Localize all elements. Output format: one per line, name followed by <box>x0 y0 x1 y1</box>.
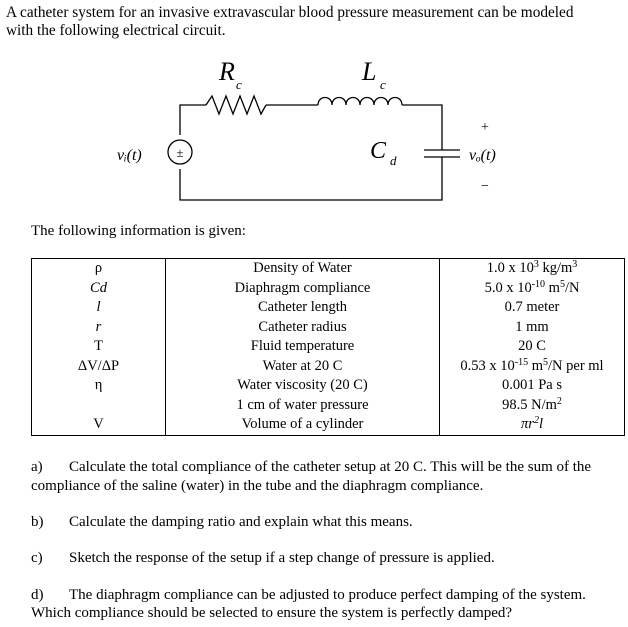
inductor-symbol <box>318 98 402 106</box>
intro-line-2: with the following electrical circuit. <box>6 22 226 39</box>
description-cell: Diaphragm compliance <box>234 279 371 296</box>
value-dvdp: 0.53 x $10^{-15}$ $m^5/N$ per ml <box>460 356 604 374</box>
question-c: c) Sketch the response of the setup if a step change of pressure is applied. <box>31 550 495 566</box>
value-volume: $\pi r^2l$ <box>521 415 543 432</box>
question-b: b) Calculate the damping ratio and explain what this means. <box>31 514 413 530</box>
lc-label: L <box>362 57 377 86</box>
symbol-column <box>32 259 166 436</box>
symbol-cell: V <box>93 416 104 432</box>
given-heading: The following information is given: <box>31 223 246 239</box>
value-diaphragm-compliance: 5.0 x $10^{-10}$ $m^5/N$ <box>484 278 580 296</box>
table-row <box>32 259 625 436</box>
value-density: 1.0 x $10^3$ $kg/m^3$ <box>486 259 578 276</box>
wire-left-top <box>180 105 206 135</box>
description-cell: Water viscosity (20 C) <box>237 377 368 393</box>
question-d: d) The diaphragm compliance can be adjusted to produce perfect damping of the system. <box>31 587 586 603</box>
symbol-cell: Cd <box>90 279 107 296</box>
value-radius: 1 mm <box>515 318 549 335</box>
symbol-cell: r <box>95 318 102 335</box>
value-viscosity: 0.001 Pa s <box>501 377 563 393</box>
rc-subscript: c <box>236 77 242 92</box>
value-length: 0.7 meter <box>504 299 560 315</box>
circuit-diagram <box>0 50 628 220</box>
description-cell: Fluid temperature <box>250 338 355 354</box>
symbol-cell: l <box>96 299 101 315</box>
symbol-cell: ΔV/ΔP <box>77 357 120 374</box>
description-cell: Catheter length <box>258 299 347 315</box>
value-pressure: 98.5 $N/m^2$ <box>502 395 562 413</box>
symbol-cell: ρ <box>94 260 103 276</box>
description-cell: Volume of a cylinder <box>241 416 364 432</box>
cd-label: C <box>370 138 387 164</box>
description-cell: Catheter radius <box>258 318 347 335</box>
rc-label: R <box>219 57 235 86</box>
cd-subscript: d <box>390 153 397 168</box>
resistor-symbol <box>206 96 266 114</box>
vo-minus-sign: − <box>481 179 489 194</box>
value-column <box>440 259 625 436</box>
vo-label: vₒ(t) <box>469 147 496 164</box>
description-cell: 1 cm of water pressure <box>236 396 369 413</box>
wire-right-top <box>402 105 442 150</box>
symbol-cell <box>32 396 165 416</box>
symbol-cell: T <box>94 338 103 354</box>
description-cell: Water at 20 C <box>262 357 343 374</box>
description-cell: Density of Water <box>253 260 352 276</box>
source-symbol: ± <box>176 145 184 160</box>
description-column <box>166 259 440 436</box>
wire-right-bottom <box>180 157 442 200</box>
vi-label: vᵢ(t) <box>117 147 142 164</box>
question-a-line-2: compliance of the saline (water) in the tube and the diaphragm compliance. <box>31 478 484 494</box>
intro-line-1: A catheter system for an invasive extravascular blood pressure measurement can be modeled <box>6 4 574 21</box>
question-d-line-2: Which compliance should be selected to ensure the system is perfectly damped? <box>31 605 513 621</box>
lc-subscript: c <box>380 77 386 92</box>
value-temperature: 20 C <box>518 338 546 354</box>
symbol-cell: η <box>94 377 103 393</box>
properties-table <box>31 258 625 436</box>
vo-plus-sign: + <box>481 120 489 135</box>
question-a: a) Calculate the total compliance of the catheter setup at 20 C. This will be the sum of the <box>31 459 592 475</box>
